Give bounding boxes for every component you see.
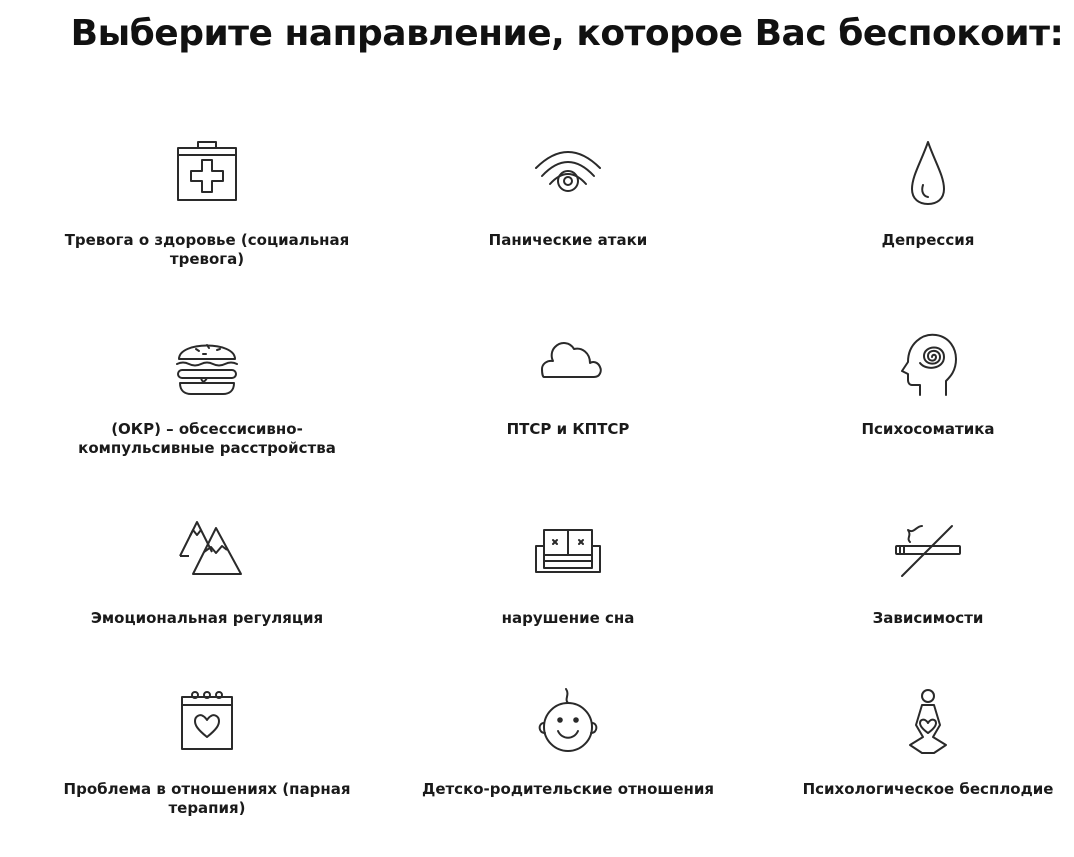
- direction-card-emotional-regulation[interactable]: [57, 516, 357, 686]
- direction-card-addictions[interactable]: [778, 516, 1074, 686]
- head-spiral-icon: [888, 327, 968, 407]
- direction-card-ocd[interactable]: [57, 327, 357, 497]
- eye-icon: [528, 138, 608, 218]
- direction-card-sleep-disorder[interactable]: [418, 516, 718, 686]
- direction-label: нарушение сна: [501, 609, 635, 627]
- direction-card-psychosomatics[interactable]: [778, 327, 1074, 497]
- direction-card-ptsd[interactable]: [418, 327, 718, 497]
- direction-label: Психологическое бесплодие: [802, 780, 1054, 798]
- direction-card-panic-attacks[interactable]: [418, 138, 718, 308]
- calendar-heart-icon: [167, 687, 247, 767]
- mountains-icon: [167, 516, 247, 596]
- pregnant-woman-icon: [888, 687, 968, 767]
- burger-icon: [167, 327, 247, 407]
- baby-face-icon: [528, 687, 608, 767]
- direction-label: Психосоматика: [861, 420, 995, 438]
- direction-label: Панические атаки: [488, 231, 648, 249]
- direction-card-infertility[interactable]: [778, 687, 1074, 857]
- direction-label: ПТСР и КПТСР: [506, 420, 630, 438]
- direction-label: Проблема в отношениях (парная терапия): [63, 780, 351, 817]
- drop-icon: [888, 138, 968, 218]
- cloud-icon: [528, 327, 608, 407]
- direction-label: Депрессия: [881, 231, 975, 249]
- direction-label: Детско-родительские отношения: [421, 780, 715, 798]
- sofa-icon: [528, 516, 608, 596]
- direction-card-relationships[interactable]: [57, 687, 357, 857]
- page-title: Выберите направление, которое Вас беспокоит:: [70, 13, 1064, 54]
- direction-label: Тревога о здоровье (социальная тревога): [64, 231, 350, 268]
- direction-label: Зависимости: [872, 609, 984, 627]
- medical-kit-icon: [167, 138, 247, 218]
- direction-card-depression[interactable]: [778, 138, 1074, 308]
- direction-label: Эмоциональная регуляция: [90, 609, 324, 627]
- direction-card-parent-child[interactable]: [418, 687, 718, 857]
- no-smoking-icon: [888, 516, 968, 596]
- direction-label: (ОКР) – обсессисивно-компульсивные расстройства: [78, 420, 336, 457]
- direction-card-health-anxiety[interactable]: [57, 138, 357, 308]
